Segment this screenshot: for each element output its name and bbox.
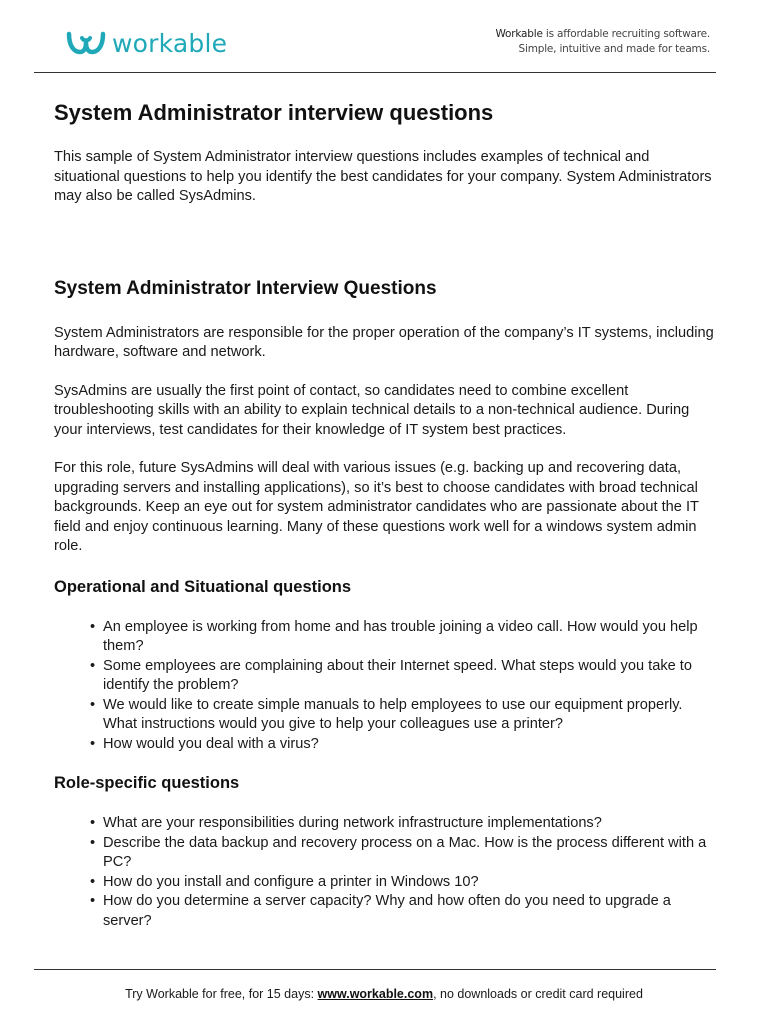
list-item: • An employee is working from home and has trouble joining a video call. How would you help them? bbox=[90, 618, 716, 657]
role-specific-questions-list bbox=[90, 814, 716, 931]
page-title: System Administrator interview questions bbox=[54, 100, 494, 125]
workable-logo-icon bbox=[66, 30, 106, 56]
list-item: • How do you determine a server capacity? Why and how often do you need to upgrade a server? bbox=[90, 892, 716, 931]
operational-questions-heading: Operational and Situational questions bbox=[54, 577, 352, 596]
list-item: • We would like to create simple manuals to help employees to use our equipment properly. What instructions would you give to help your colleagues use a printer? bbox=[90, 696, 716, 735]
header-divider bbox=[34, 72, 716, 73]
document-body bbox=[54, 98, 716, 931]
list-item: • How do you install and configure a printer in Windows 10? bbox=[90, 873, 716, 893]
footer-divider bbox=[34, 969, 716, 970]
page-footer bbox=[0, 987, 768, 1001]
tagline-line-1: is affordable recruiting software. bbox=[542, 28, 710, 40]
body-paragraph: SysAdmins are usually the first point of contact, so candidates need to combine excellent troubleshooting skills with an ability to explain technical details to a non-technical audience. During your interviews, test candidates for their knowledge of IT system best practices. bbox=[54, 382, 690, 438]
list-item: • Some employees are complaining about their Internet speed. What steps would you take to identify the problem? bbox=[90, 657, 716, 696]
body-paragraph: System Administrators are responsible for the proper operation of the company’s IT systems, including hardware, software and network. bbox=[54, 324, 714, 360]
role-specific-questions-heading: Role-specific questions bbox=[54, 774, 240, 792]
footer-text-after: , no downloads or credit card required bbox=[433, 987, 643, 1001]
header-tagline bbox=[495, 27, 710, 57]
body-paragraph: For this role, future SysAdmins will deal with various issues (e.g. backing up and recovering data, upgrading servers and installing applications), so it’s best to choose candidates with broad technical backgrounds. Keep an eye out for system administrator candidates who are passionate about the IT field and enjoy continuous learning. Many of these questions work well for a windows system admin role. bbox=[54, 460, 699, 554]
workable-website-link[interactable]: www.workable.com bbox=[317, 987, 434, 1001]
footer-text-before: Try Workable for free, for 15 days: bbox=[125, 987, 318, 1001]
list-item: • What are your responsibilities during network infrastructure implementations? bbox=[90, 814, 716, 834]
list-item: • How would you deal with a virus? bbox=[90, 735, 716, 755]
list-item: • Describe the data backup and recovery process on a Mac. How is the process different with a PC? bbox=[90, 834, 716, 873]
section-title: System Administrator Interview Questions bbox=[54, 277, 437, 299]
page-header bbox=[0, 0, 768, 72]
intro-paragraph: This sample of System Administrator interview questions includes examples of technical and situational questions to help you identify the best candidates for your company. System Administrators may also be called SysAdmins. bbox=[54, 149, 712, 204]
tagline-line-2: Simple, intuitive and made for teams. bbox=[518, 43, 710, 55]
workable-logo-text: workable bbox=[112, 28, 228, 58]
tagline-brand: Workable bbox=[495, 28, 543, 40]
operational-questions-list bbox=[90, 618, 716, 755]
workable-logo[interactable] bbox=[66, 30, 227, 56]
